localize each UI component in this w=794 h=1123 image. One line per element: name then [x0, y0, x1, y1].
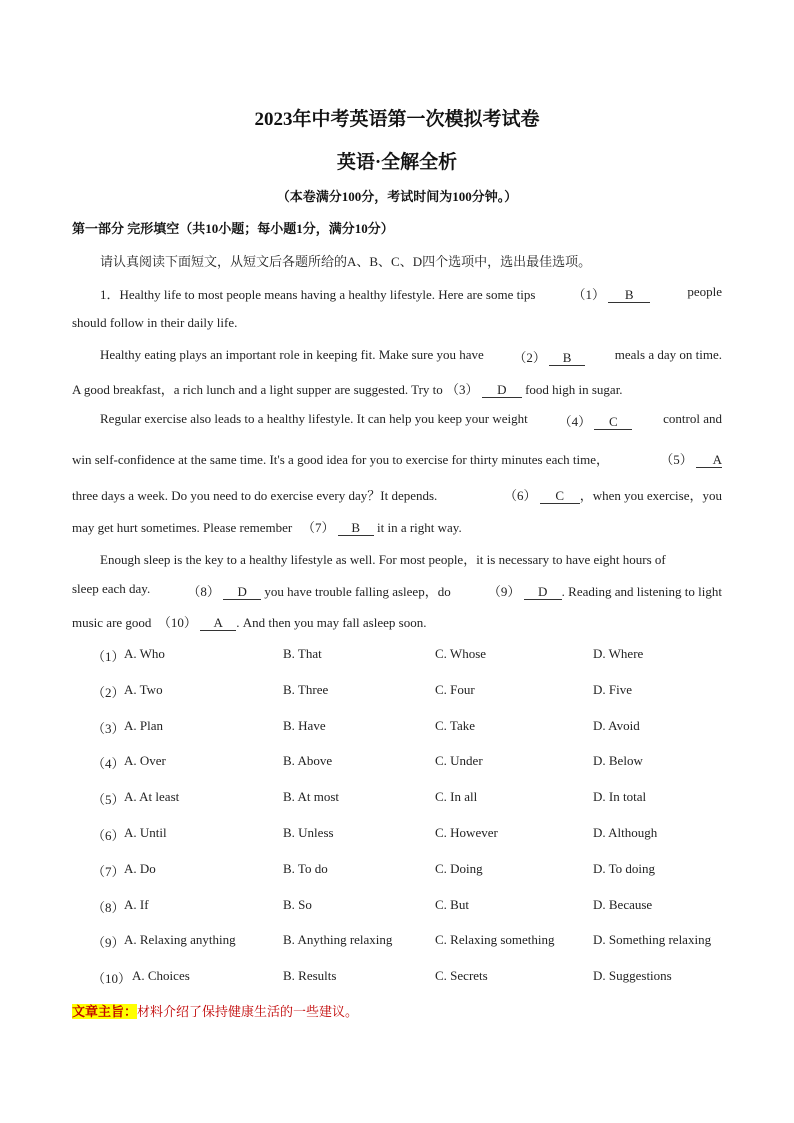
passage-text: sleep each day. — [72, 581, 151, 596]
blank-number: （10） — [157, 615, 197, 630]
option-number: （9） — [92, 935, 125, 951]
option-choice-d: D. Something relaxing — [593, 932, 712, 948]
option-choice-c: C. However — [435, 825, 498, 840]
passage-text: food high in sugar. — [525, 382, 623, 397]
blank-number: （6） — [503, 488, 537, 503]
option-choice-a: A. Who — [124, 646, 165, 661]
option-number: （2） — [92, 684, 125, 700]
answer-blank: D — [524, 584, 562, 600]
passage-line — [100, 347, 722, 366]
option-choice-b: B. To do — [283, 860, 328, 876]
passage-text: it in a right way. — [376, 520, 462, 535]
passage-text: A good breakfast，a rich lunch and a light supper are suggested. Try to — [72, 382, 443, 397]
option-choice-c: C. Take — [435, 717, 476, 733]
passage-text: meals a day on time. — [614, 347, 722, 362]
passage-text: ，when you exercise，you — [579, 488, 722, 503]
option-choice-d: D. Where — [593, 646, 644, 661]
passage-line — [100, 411, 722, 430]
answer-blank: D — [223, 584, 261, 600]
option-choice-d: D. Because — [593, 896, 653, 912]
option-number: （8） — [92, 899, 125, 915]
passage-line — [72, 612, 426, 631]
passage-line — [100, 284, 722, 303]
passage-text: may get hurt sometimes. Please remember — [72, 520, 293, 535]
option-choice-c: C. Doing — [435, 860, 483, 876]
passage-text: . And then you may fall asleep soon. — [236, 615, 427, 630]
blank-group — [559, 411, 633, 430]
blank-group — [187, 581, 450, 600]
exam-title: 2023年中考英语第一次模拟考试卷 — [254, 109, 540, 130]
option-choice-b: B. Results — [283, 968, 337, 984]
option-choice-b: B. Three — [283, 681, 329, 697]
answer-blank: B — [549, 350, 585, 366]
blank-group — [513, 347, 585, 366]
blank-number: （3） — [446, 382, 479, 397]
answer-blank: D — [482, 382, 522, 398]
blank-group — [572, 284, 650, 303]
exam-note: （本卷满分100分，考试时间为100分钟。） — [276, 189, 518, 204]
option-choice-c: C. Secrets — [435, 968, 488, 984]
option-choice-d: D. Avoid — [593, 717, 640, 733]
passage-line — [72, 449, 722, 468]
passage-line — [72, 517, 462, 536]
summary-text: 材料介绍了保持健康生活的一些建议。 — [137, 1004, 359, 1019]
blank-number: （2） — [513, 350, 546, 365]
option-choice-c: C. But — [435, 896, 469, 912]
option-choice-a: A. Until — [124, 825, 167, 840]
option-choice-a: A. Choices — [132, 968, 190, 984]
option-number: （7） — [92, 863, 125, 879]
passage-line — [72, 485, 722, 504]
option-choice-d: D. Although — [593, 825, 658, 840]
blank-number: （9） — [487, 584, 521, 599]
passage-text: control and — [663, 411, 722, 426]
option-choice-a: A. Relaxing anything — [124, 932, 236, 948]
passage-text: you have trouble falling asleep，do — [264, 584, 451, 599]
option-choice-a: A. Two — [124, 681, 163, 697]
passage-line — [72, 379, 623, 398]
answer-blank: A — [696, 452, 722, 468]
passage-text: three days a week. Do you need to do exercise every day？It depends. — [72, 488, 438, 503]
option-choice-b: B. Unless — [283, 825, 334, 840]
summary-label: 文章主旨： — [72, 1004, 138, 1019]
answer-blank: C — [594, 414, 632, 430]
blank-number: （5） — [660, 452, 693, 467]
passage-text: people — [687, 284, 722, 299]
option-choice-b: B. Above — [283, 753, 333, 769]
option-number: （1） — [92, 649, 125, 664]
option-choice-c: C. Under — [435, 753, 483, 769]
answer-blank: B — [338, 520, 374, 536]
answer-blank: C — [540, 488, 580, 504]
blank-group — [660, 449, 722, 468]
option-choice-b: B. That — [283, 646, 322, 661]
passage-text: music are good — [72, 615, 152, 630]
option-choice-c: C. Whose — [435, 646, 487, 661]
option-choice-c: C. Relaxing something — [435, 932, 555, 948]
passage-text: 1．Healthy life to most people means having a healthy lifestyle. Here are some tips — [100, 287, 536, 302]
passage-text: . Reading and listening to light — [561, 584, 722, 599]
option-choice-d: D. To doing — [593, 860, 656, 876]
passage-text: Healthy eating plays an important role in keeping fit. Make sure you have — [100, 347, 484, 362]
option-number: （10） — [92, 971, 132, 987]
option-choice-b: B. At most — [283, 789, 339, 805]
option-choice-a: A. If — [124, 896, 149, 912]
option-choice-c: C. Four — [435, 681, 475, 697]
option-number: （6） — [92, 828, 125, 843]
passage-text: Regular exercise also leads to a healthy lifestyle. It can help you keep your weight — [100, 411, 528, 426]
answer-blank: B — [608, 287, 650, 303]
exam-subtitle: 英语·全解全析 — [336, 152, 458, 173]
blank-number: （4） — [558, 414, 592, 429]
blank-group — [504, 485, 722, 504]
option-choice-a: A. Do — [124, 860, 156, 876]
option-choice-b: B. So — [283, 896, 312, 912]
blank-number: （1） — [572, 287, 605, 302]
option-choice-a: A. At least — [124, 789, 180, 805]
option-choice-d: D. Five — [593, 681, 632, 697]
blank-number: （7） — [301, 520, 335, 535]
option-choice-b: B. Anything relaxing — [283, 932, 393, 948]
passage-line — [72, 581, 722, 600]
option-number: （3） — [92, 720, 125, 736]
passage-text: win self-confidence at the same time. It's a good idea for you to exercise for thirty minutes each time， — [72, 452, 609, 467]
option-choice-a: A. Over — [124, 753, 166, 769]
passage-text: Enough sleep is the key to a healthy lifestyle as well. For most people，it is necessary to have eight hours of — [100, 552, 666, 567]
blank-number: （8） — [187, 584, 220, 599]
option-choice-a: A. Plan — [124, 717, 163, 733]
option-choice-d: D. Suggestions — [593, 968, 672, 984]
section-heading: 第一部分 完形填空（共10小题；每小题1分，满分10分） — [72, 221, 394, 236]
answer-blank: A — [200, 615, 236, 631]
summary — [72, 1001, 358, 1020]
option-number: （4） — [92, 756, 125, 772]
passage-line — [100, 549, 722, 568]
option-number: （5） — [92, 792, 125, 808]
section-instruction: 请认真阅读下面短文，从短文后各题所给的A、B、C、D四个选项中，选出最佳选项。 — [100, 254, 592, 269]
passage-line: should follow in their daily life. — [72, 315, 238, 330]
option-choice-d: D. In total — [593, 789, 647, 805]
option-choice-c: C. In all — [435, 789, 478, 805]
option-choice-b: B. Have — [283, 717, 326, 733]
blank-group — [488, 581, 722, 600]
option-choice-d: D. Below — [593, 753, 643, 769]
